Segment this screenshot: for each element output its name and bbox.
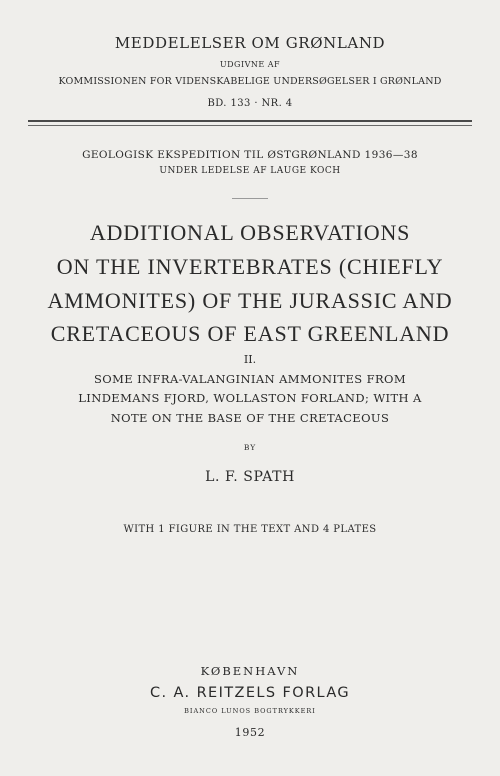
subtitle-line-3: NOTE ON THE BASE OF THE CRETACEOUS [110,411,390,425]
subtitle-line-2: LINDEMANS FJORD, WOLLASTON FORLAND; WITH A [78,391,422,405]
expedition-leader: UNDER LEDELSE AF LAUGE KOCH [159,166,341,176]
title-divider [232,198,268,199]
header-rule-thin [28,125,472,126]
imprint-publisher: C. A. REITZELS FORLAG [149,685,351,701]
by-label: BY [243,443,257,452]
main-title-line-4: CRETACEOUS OF EAST GREENLAND [50,321,450,346]
volume-number: BD. 133 · NR. 4 [207,98,293,109]
imprint-year: 1952 [234,726,266,739]
header-rule-thick [28,120,472,122]
main-title-line-3: AMMONITES) OF THE JURASSIC AND [47,288,453,313]
imprint-printer: BIANCO LUNOS BOGTRYKKERI [184,707,316,715]
main-title-line-1: ADDITIONAL OBSERVATIONS [89,220,411,245]
part-number: II. [243,353,257,366]
author-name: L. F. SPATH [205,469,295,485]
issued-by-line: UDGIVNE AF [219,60,281,69]
main-title-line-2: ON THE INVERTEBRATES (CHIEFLY [56,254,444,279]
series-title: MEDDELELSER OM GRØNLAND [114,34,386,52]
subtitle-line-1: SOME INFRA-VALANGINIAN AMMONITES FROM [93,372,407,386]
commission-name: KOMMISSIONEN FOR VIDENSKABELIGE UNDERSØGELSER I GRØNLAND [58,76,442,87]
figures-note: WITH 1 FIGURE IN THE TEXT AND 4 PLATES [123,524,377,535]
expedition-name: GEOLOGISK EKSPEDITION TIL ØSTGRØNLAND 1936—38 [82,149,418,161]
imprint-city: KØBENHAVN [200,664,300,678]
